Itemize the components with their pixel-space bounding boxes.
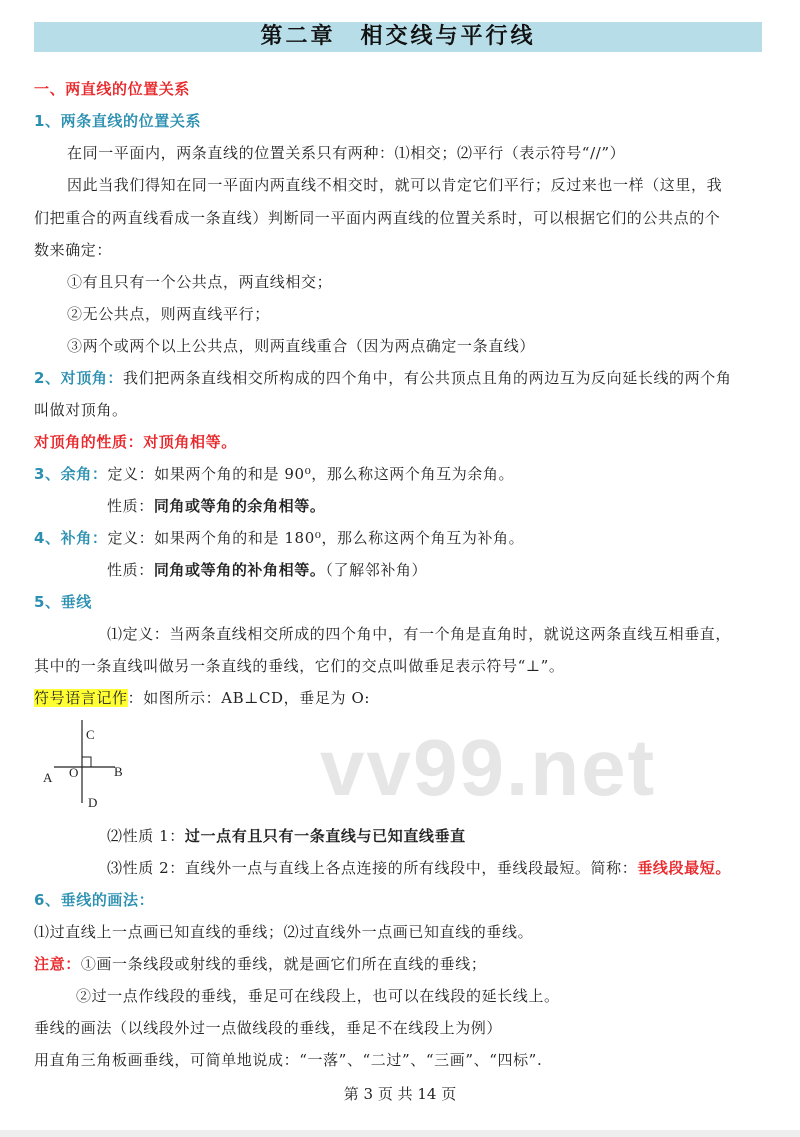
paragraph: ②过一点作线段的垂线，垂足可在线段上，也可以在线段的延长线上。 [76,987,560,1005]
paragraph: 垂线的画法（以线段外过一点做线段的垂线，垂足不在线段上为例） [34,1019,503,1037]
chapter-title: 第二章 相交线与平行线 [260,24,536,49]
subsection-heading: 5、垂线 [34,593,92,611]
page-gap [0,1130,800,1137]
paragraph: 用直角三角板画垂线，可简单地说成：“一落”、“二过”、“三画”、“四标”. [34,1051,543,1069]
paragraph: 们把重合的两直线看成一条直线）判断同一平面内两直线的位置关系时，可以根据它们的公共点的个 [34,209,721,227]
section-heading: 一、两直线的位置关系 [34,80,191,98]
subsection-heading: 2、对顶角： [34,369,124,387]
perpendicular-diagram [30,720,160,815]
paragraph [107,496,325,516]
paragraph: 在同一平面内，两条直线的位置关系只有两种：⑴相交；⑵平行（表示符号“//”） [67,144,626,162]
list-item: ①有且只有一个公共点，两直线相交； [67,273,333,291]
property-text: ⑶性质 2：直线外一点与直线上各点连接的所有线段中，垂线段最短。简称： [107,859,638,877]
property-summary: 垂线段最短。 [637,859,731,877]
right-angle-mark [82,757,91,767]
paragraph [107,858,731,878]
paragraph [107,826,466,846]
property-label: 性质： [107,561,154,579]
notation-text: ：如图所示：AB⊥CD，垂足为 O: [127,689,370,707]
label-a: A [43,770,53,785]
paragraph [107,560,427,580]
chapter-title-bar [34,22,762,52]
paragraph: ⑴过直线上一点画已知直线的垂线；⑵过直线外一点画已知直线的垂线。 [34,923,534,941]
paragraph [34,464,514,484]
list-item: ③两个或两个以上公共点，则两直线重合（因为两点确定一条直线） [67,337,536,355]
subsection-heading: 3、余角： [34,465,108,483]
paragraph: 叫做对顶角。 [34,401,128,419]
watermark: vv99.net [320,723,657,812]
property-note: （了解邻补角） [325,561,428,579]
paragraph [34,688,370,708]
subsection-heading: 6、垂线的画法： [34,891,155,909]
page-number: 第 3 页 共 14 页 [343,1085,457,1103]
note-label: 注意： [34,955,81,973]
property: 同角或等角的补角相等。 [153,561,326,579]
subsection-heading: 1、两条直线的位置关系 [34,112,202,130]
property-label: ⑵性质 1： [107,827,185,845]
note-text: ①画一条线段或射线的垂线，就是画它们所在直线的垂线； [80,955,487,973]
paragraph [34,954,486,974]
property-statement: 对顶角的性质：对顶角相等。 [34,433,237,451]
paragraph: ⑴定义：当两条直线相交所成的四个角中，有一个角是直角时，就说这两条直线互相垂直， [107,625,732,643]
paragraph-text: 我们把两条直线相交所构成的四个角中，有公共顶点且角的两边互为反向延长线的两个角 [123,369,732,387]
paragraph: 数来确定： [34,241,113,259]
label-b: B [114,764,123,779]
definition: 定义：如果两个角的和是 90⁰，那么称这两个角互为余角。 [107,465,515,483]
subsection-heading: 4、补角： [34,529,108,547]
paragraph [34,368,731,388]
list-item: ②无公共点，则两直线平行； [67,305,270,323]
label-c: C [86,727,95,742]
highlighted-label: 符号语言记作 [34,689,128,707]
paragraph [34,528,524,548]
label-o: O [69,765,79,780]
property: 同角或等角的余角相等。 [153,497,326,515]
definition: 定义：如果两个角的和是 180⁰，那么称这两个角互为补角。 [107,529,525,547]
property: 过一点有且只有一条直线与已知直线垂直 [184,827,466,845]
paragraph: 其中的一条直线叫做另一条直线的垂线，它们的交点叫做垂足表示符号“⊥”。 [34,657,565,675]
label-d: D [88,795,98,810]
property-label: 性质： [107,497,154,515]
paragraph: 因此当我们得知在同一平面内两直线不相交时，就可以肯定它们平行；反过来也一样（这里，我 [67,176,723,194]
